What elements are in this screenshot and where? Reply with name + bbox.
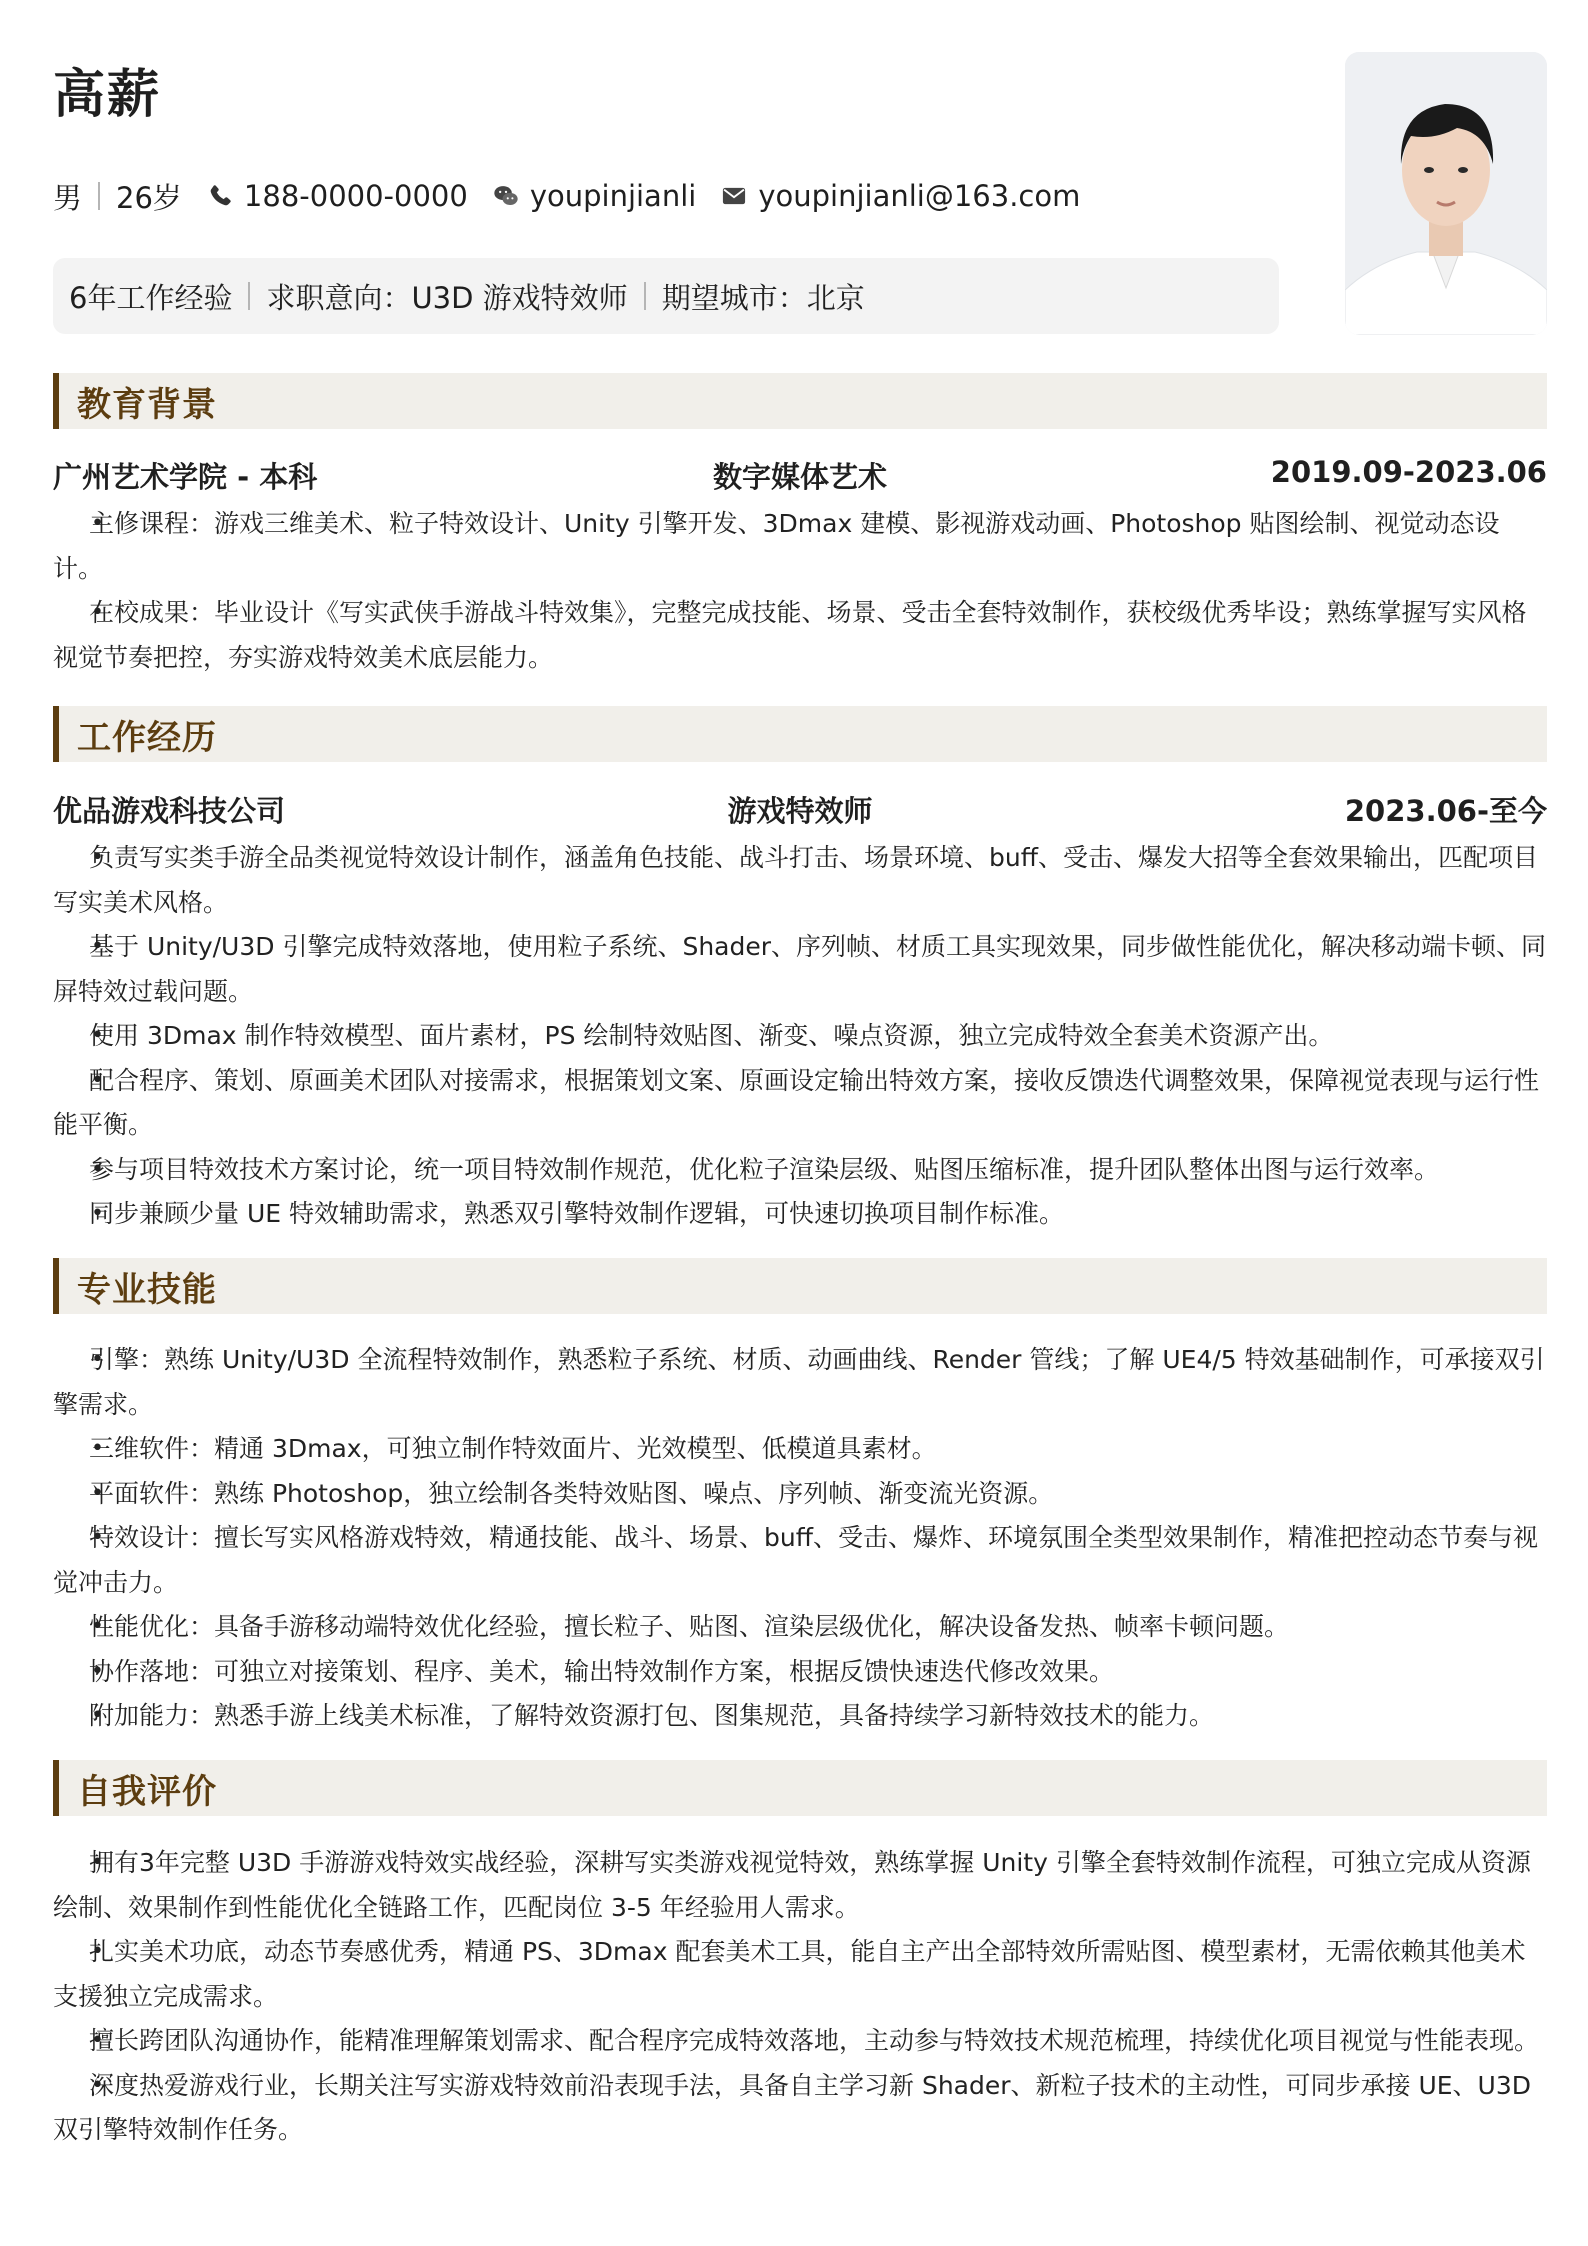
self-evaluation-bullets: [53, 1841, 1547, 2153]
list-item: • 配合程序、策划、原画美术团队对接需求，根据策划文案、原画设定输出特效方案，接收反馈迭代调整效果，保障视觉表现与运行性能平衡。: [53, 1059, 1547, 1148]
phone-item: [206, 179, 468, 213]
education-entry-header: [53, 455, 1547, 499]
list-item: • 负责写实类手游全品类视觉特效设计制作，涵盖角色技能、战斗打击、场景环境、buff、受击、爆发大招等全套效果输出，匹配项目写实美术风格。: [53, 836, 1547, 925]
divider: [98, 182, 100, 210]
list-item: • 性能优化：具备手游移动端特效优化经验，擅长粒子、贴图、渲染层级优化，解决设备发热、帧率卡顿问题。: [53, 1605, 1547, 1650]
profile-photo: [1345, 52, 1547, 335]
divider: [248, 282, 250, 310]
school-name: 广州艺术学院 - 本科: [53, 460, 318, 494]
section-title: 专业技能: [77, 1269, 217, 1310]
list-item: • 基于 Unity/U3D 引擎完成特效落地，使用粒子系统、Shader、序列帧、材质工具实现效果，同步做性能优化，解决移动端卡顿、同屏特效过载问题。: [53, 925, 1547, 1014]
section-header-skills: [53, 1258, 1547, 1314]
age-text: 26岁: [116, 180, 182, 215]
section-title: 自我评价: [77, 1771, 217, 1812]
phone-text: 188-0000-0000: [243, 179, 468, 213]
work-entry-header: [53, 789, 1547, 833]
wechat-item: [492, 179, 697, 213]
work-period: 2023.06-至今: [1344, 794, 1547, 828]
expected-city: 期望城市：北京: [661, 280, 865, 315]
list-item: • 同步兼顾少量 UE 特效辅助需求，熟悉双引擎特效制作逻辑，可快速切换项目制作标准。: [53, 1192, 1547, 1237]
work-bullets: [53, 836, 1547, 1237]
section-title: 教育背景: [77, 384, 217, 425]
age: [116, 176, 182, 217]
list-item: • 深度热爱游戏行业，长期关注写实游戏特效前沿表现手法，具备自主学习新 Shader、新粒子技术的主动性，可同步承接 UE、U3D 双引擎特效制作任务。: [53, 2064, 1547, 2153]
list-item: • 主修课程：游戏三维美术、粒子特效设计、Unity 引擎开发、3Dmax 建模、影视游戏动画、Photoshop 贴图绘制、视觉动态设计。: [53, 502, 1547, 591]
list-item: • 引擎：熟练 Unity/U3D 全流程特效制作，熟悉粒子系统、材质、动画曲线、Render 管线；了解 UE4/5 特效基础制作，可承接双引擎需求。: [53, 1338, 1547, 1427]
email-item: [720, 179, 1080, 213]
list-item: • 使用 3Dmax 制作特效模型、面片素材，PS 绘制特效贴图、渐变、噪点资源，独立完成特效全套美术资源产出。: [53, 1014, 1547, 1059]
job-intent: 求职意向：U3D 游戏特效师: [266, 280, 628, 315]
job-role: 游戏特效师: [727, 794, 873, 828]
section-accent-bar: [53, 706, 59, 762]
education-period: 2019.09-2023.06: [1270, 455, 1547, 489]
list-item: • 三维软件：精通 3Dmax，可独立制作特效面片、光效模型、低模道具素材。: [53, 1427, 1547, 1472]
section-header-education: [53, 373, 1547, 429]
wechat-icon: [492, 182, 520, 210]
section-accent-bar: [53, 373, 59, 429]
job-intent-bar: [53, 258, 1279, 334]
company-name: 优品游戏科技公司: [53, 794, 286, 828]
contact-line: [53, 176, 1104, 216]
candidate-name: 高薪: [53, 65, 162, 125]
section-accent-bar: [53, 1760, 59, 1816]
section-accent-bar: [53, 1258, 59, 1314]
list-item: • 在校成果：毕业设计《写实武侠手游战斗特效集》，完整完成技能、场景、受击全套特效制作，获校级优秀毕设；熟练掌握写实风格视觉节奏把控，夯实游戏特效美术底层能力。: [53, 591, 1547, 680]
wechat-text: youpinjianli: [529, 179, 697, 213]
skills-bullets: [53, 1338, 1547, 1739]
list-item: • 协作落地：可独立对接策划、程序、美术，输出特效制作方案，根据反馈快速迭代修改效果。: [53, 1650, 1547, 1695]
list-item: • 特效设计：擅长写实风格游戏特效，精通技能、战斗、场景、buff、受击、爆炸、环境氛围全类型效果制作，精准把控动态节奏与视觉冲击力。: [53, 1516, 1547, 1605]
portrait-image: [1345, 52, 1547, 335]
section-title: 工作经历: [77, 717, 217, 758]
list-item: • 拥有3年完整 U3D 手游游戏特效实战经验，深耕写实类游戏视觉特效，熟练掌握 Unity 引擎全套特效制作流程，可独立完成从资源绘制、效果制作到性能优化全链路工作，匹配岗位 3-5 年经验用人需求。: [53, 1841, 1547, 1930]
list-item: • 扎实美术功底，动态节奏感优秀，精通 PS、3Dmax 配套美术工具，能自主产出全部特效所需贴图、模型素材，无需依赖其他美术支援独立完成需求。: [53, 1930, 1547, 2019]
education-bullets: [53, 502, 1547, 680]
major: 数字媒体艺术: [712, 460, 887, 494]
divider: [644, 282, 646, 310]
section-header-work: [53, 706, 1547, 762]
list-item: • 参与项目特效技术方案讨论，统一项目特效制作规范，优化粒子渲染层级、贴图压缩标准，提升团队整体出图与运行效率。: [53, 1148, 1547, 1193]
experience: 6年工作经验: [69, 280, 233, 315]
phone-icon: [206, 182, 234, 210]
gender: 男: [53, 180, 83, 215]
email-text: youpinjianli@163.com: [758, 179, 1081, 213]
mail-icon: [720, 182, 748, 210]
list-item: • 附加能力：熟悉手游上线美术标准，了解特效资源打包、图集规范，具备持续学习新特效技术的能力。: [53, 1694, 1547, 1739]
list-item: • 平面软件：熟练 Photoshop，独立绘制各类特效贴图、噪点、序列帧、渐变流光资源。: [53, 1472, 1547, 1517]
list-item: • 擅长跨团队沟通协作，能精准理解策划需求、配合程序完成特效落地，主动参与特效技术规范梳理，持续优化项目视觉与性能表现。: [53, 2019, 1547, 2064]
section-header-self-evaluation: [53, 1760, 1547, 1816]
